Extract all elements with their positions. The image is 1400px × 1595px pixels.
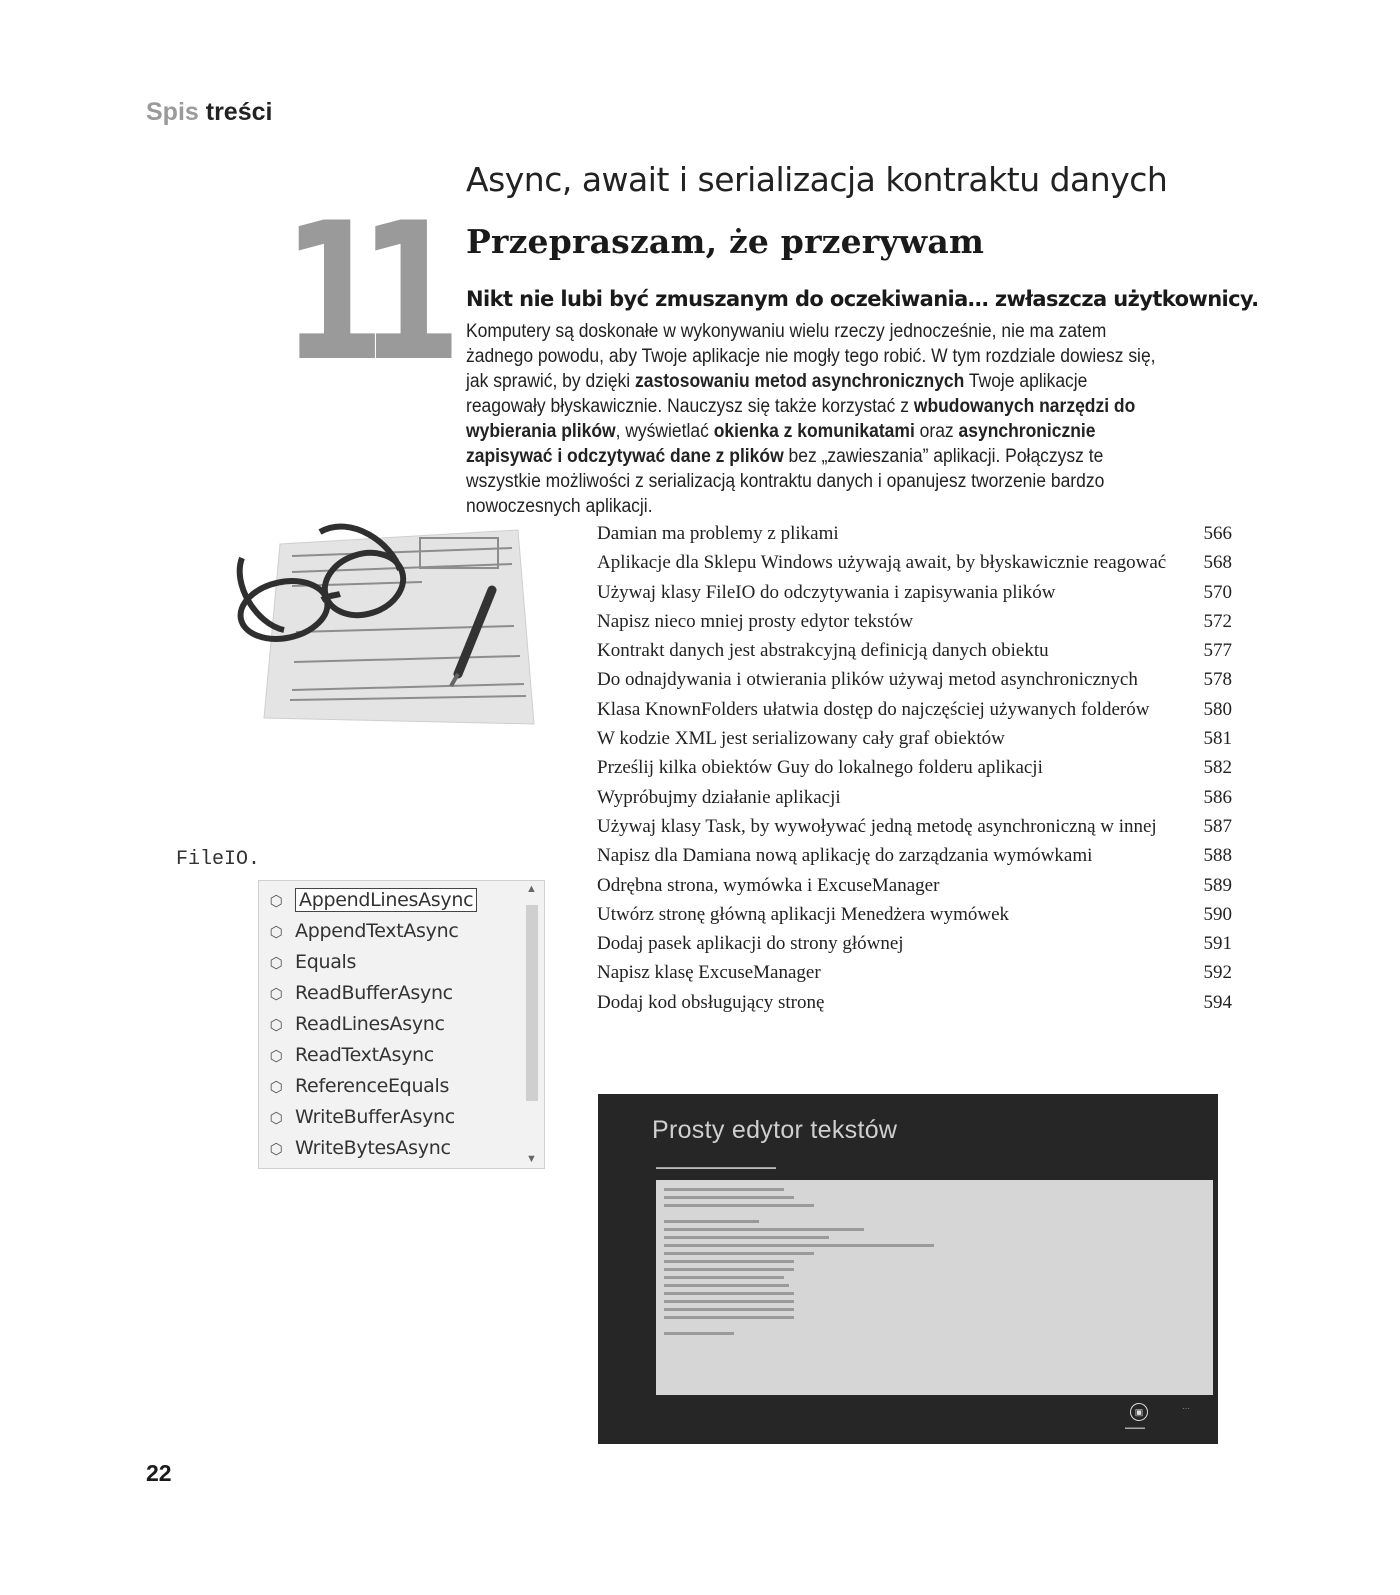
member-list-scrollbar[interactable] [522,883,540,1165]
toc-entry [597,607,1232,636]
glasses-and-pen-illustration [222,514,544,734]
more-options-icon[interactable]: ··· [1182,1404,1190,1413]
intro-emphasis: zastosowaniu metod asynchronicznych [635,371,965,392]
editor-text-line [664,1252,814,1255]
toc-entry-page: 582 [1203,757,1232,779]
toc-entry-title: Wypróbujmy działanie aplikacji [597,786,841,808]
editor-text-line [664,1204,814,1207]
text-editor-app-screenshot [598,1094,1218,1444]
toc-list [597,519,1232,1017]
editor-text-line [664,1276,784,1279]
toc-entry-title: Klasa KnownFolders ułatwia dostęp do najczęściej używanych folderów [597,698,1150,720]
editor-text-line [664,1284,789,1287]
toc-entry-page: 580 [1203,698,1232,720]
scroll-down-arrow-icon[interactable]: ▼ [526,1153,537,1165]
toc-entry-page: 592 [1203,962,1232,984]
toc-entry-title: Używaj klasy FileIO do odczytywania i zapisywania plików [597,581,1056,603]
toc-entry-title: Napisz klasę ExcuseManager [597,962,821,984]
toc-entry [597,812,1232,841]
toc-entry-title: Utwórz stronę główną aplikacji Menedżera wymówek [597,903,1010,925]
toc-entry-title: Odrębna strona, wymówka i ExcuseManager [597,874,940,896]
member-name: ReadTextAsync [295,1044,434,1066]
intro-text-run: , wyświetlać [615,421,714,442]
toc-entry-title: Napisz nieco mniej prosty edytor tekstów [597,610,914,632]
editor-text-line [664,1196,794,1199]
toc-entry [597,841,1232,870]
running-head-dark: treści [205,98,273,126]
intro-emphasis: wbudowanych narzędzi do wybierania plików [466,396,1136,442]
toc-entry [597,724,1232,753]
member-list-item[interactable] [267,978,453,1008]
member-name: ReadLinesAsync [295,1013,445,1035]
toc-entry-page: 591 [1203,933,1232,955]
editor-text-line [664,1316,794,1319]
member-name: WriteBytesAsync [295,1137,451,1159]
method-cube-icon: ⬡ [269,923,283,941]
intro-emphasis: asynchronicznie zapisywać i odczytywać dane z plików [466,421,1096,467]
member-list-item[interactable] [267,1102,455,1132]
toc-entry-page: 572 [1203,610,1232,632]
toc-entry-title: Dodaj kod obsługujący stronę [597,991,825,1013]
method-cube-icon: ⬡ [269,1047,283,1065]
scroll-up-arrow-icon[interactable]: ▲ [526,883,537,895]
intellisense-member-list[interactable] [258,880,545,1169]
toc-entry-title: Damian ma problemy z plikami [597,523,839,544]
member-name: WriteBufferAsync [295,1106,455,1128]
toc-entry-page: 590 [1203,903,1232,925]
method-cube-icon: ⬡ [269,892,283,910]
intro-text-run: Komputery są doskonałe w wykonywaniu wielu rzeczy jednocześnie, nie ma zatem żadnego powodu, aby Twoje aplikacje nie mogły tego robić. W tym rozdziale dowiesz się, jak sprawić, by dzięki [466,321,1156,392]
toc-entry [597,578,1232,607]
toc-entry-title: W kodzie XML jest serializowany cały graf obiektów [597,728,1005,750]
toc-entry [597,665,1232,694]
intro-text-run: bez „zawieszania” aplikacji. Połączysz te wszystkie możliwości z serializacją kontraktu danych i opanujesz tworzenie bardzo nowoczesnych aplikacji. [466,446,1105,517]
toc-entry [597,548,1232,577]
toc-entry-page: 566 [1203,523,1232,544]
toc-entry-title: Napisz dla Damiana nową aplikację do zarządzania wymówkami [597,845,1093,867]
running-head-light: Spis [146,98,199,126]
toc-entry [597,519,1232,548]
toc-entry [597,783,1232,812]
method-cube-icon: ⬡ [269,1078,283,1096]
toc-entry [597,988,1232,1017]
toc-entry [597,636,1232,665]
intro-text-run: oraz [914,421,959,442]
editor-text-line [664,1268,794,1271]
toc-entry-page: 581 [1203,728,1232,750]
member-list-item[interactable] [267,885,477,915]
editor-file-path: ▬▬▬▬▬▬▬▬▬▬▬▬▬▬▬▬▬▬▬▬ [656,1165,776,1171]
toc-entry-title: Prześlij kilka obiektów Guy do lokalnego folderu aplikacji [597,757,1043,779]
editor-text-line [664,1220,759,1223]
toc-entry-title: Aplikacje dla Sklepu Windows używają await, by błyskawicznie reagować [597,552,1167,574]
member-list-item[interactable] [267,1133,451,1163]
page-number: 22 [146,1460,172,1486]
toc-entry-page: 594 [1203,991,1232,1013]
save-button-label: ▬▬▬▬ [1125,1425,1145,1431]
member-list-item[interactable] [267,1009,445,1039]
member-name: AppendLinesAsync [295,888,477,912]
intro-text-run: Twoje aplikacje reagowały błyskawicznie. Nauczysz się także korzystać z [466,371,1088,417]
toc-entry [597,753,1232,782]
member-name: Equals [295,951,357,973]
toc-entry-page: 577 [1203,640,1232,662]
method-cube-icon: ⬡ [269,985,283,1003]
editor-text-line [664,1188,784,1191]
method-cube-icon: ⬡ [269,1109,283,1127]
code-prefix: FileIO. [176,848,261,871]
running-head [146,98,272,127]
method-cube-icon: ⬡ [269,954,283,972]
editor-app-title: Prosty edytor tekstów [652,1116,898,1144]
toc-entry-page: 589 [1203,874,1232,896]
member-list-item[interactable] [267,1040,434,1070]
toc-entry-page: 578 [1203,669,1232,691]
toc-entry-page: 568 [1203,552,1232,574]
editor-text-area[interactable] [656,1180,1213,1395]
scrollbar-thumb[interactable] [526,905,538,1101]
editor-text-line [664,1228,864,1231]
editor-text-line [664,1308,794,1311]
member-list-item[interactable] [267,947,356,977]
chapter-title: Przepraszam, że przerywam [466,222,985,261]
save-disk-icon: ▣ [1134,1407,1144,1417]
member-list-item[interactable] [267,916,458,946]
method-cube-icon: ⬡ [269,1140,283,1158]
toc-entry-title: Do odnajdywania i otwierania plików używaj metod asynchronicznych [597,669,1138,691]
member-list-item[interactable] [267,1071,449,1101]
editor-text-line [664,1236,829,1239]
member-name: ReadBufferAsync [295,982,453,1004]
intro-paragraph [466,319,1165,519]
save-app-bar-button[interactable] [1130,1403,1148,1421]
intro-emphasis: okienka z komunikatami [713,421,915,442]
member-name: AppendTextAsync [295,920,459,942]
member-name: ReferenceEquals [295,1075,450,1097]
toc-entry-title: Kontrakt danych jest abstrakcyjną definicją danych obiektu [597,640,1049,662]
intro-lead: Nikt nie lubi być zmuszanym do oczekiwania… zwłaszcza użytkownicy. [466,287,1259,311]
chapter-subtitle: Async, await i serializacja kontraktu danych [466,160,1168,199]
toc-entry-page: 570 [1203,581,1232,603]
toc-entry-page: 588 [1203,845,1232,867]
toc-entry [597,695,1232,724]
toc-entry [597,929,1232,958]
editor-text-line [664,1260,794,1263]
editor-text-line [664,1300,794,1303]
editor-text-line [664,1292,794,1295]
toc-entry-title: Używaj klasy Task, by wywoływać jedną metodę asynchroniczną w innej [597,815,1157,837]
editor-text-line [664,1244,934,1247]
toc-entry [597,871,1232,900]
toc-entry-title: Dodaj pasek aplikacji do strony głównej [597,933,904,955]
chapter-number: 11 [282,182,436,403]
toc-entry-page: 587 [1203,815,1232,837]
method-cube-icon: ⬡ [269,1016,283,1034]
editor-text-line [664,1332,734,1335]
toc-entry-page: 586 [1203,786,1232,808]
toc-entry [597,958,1232,987]
toc-entry [597,900,1232,929]
